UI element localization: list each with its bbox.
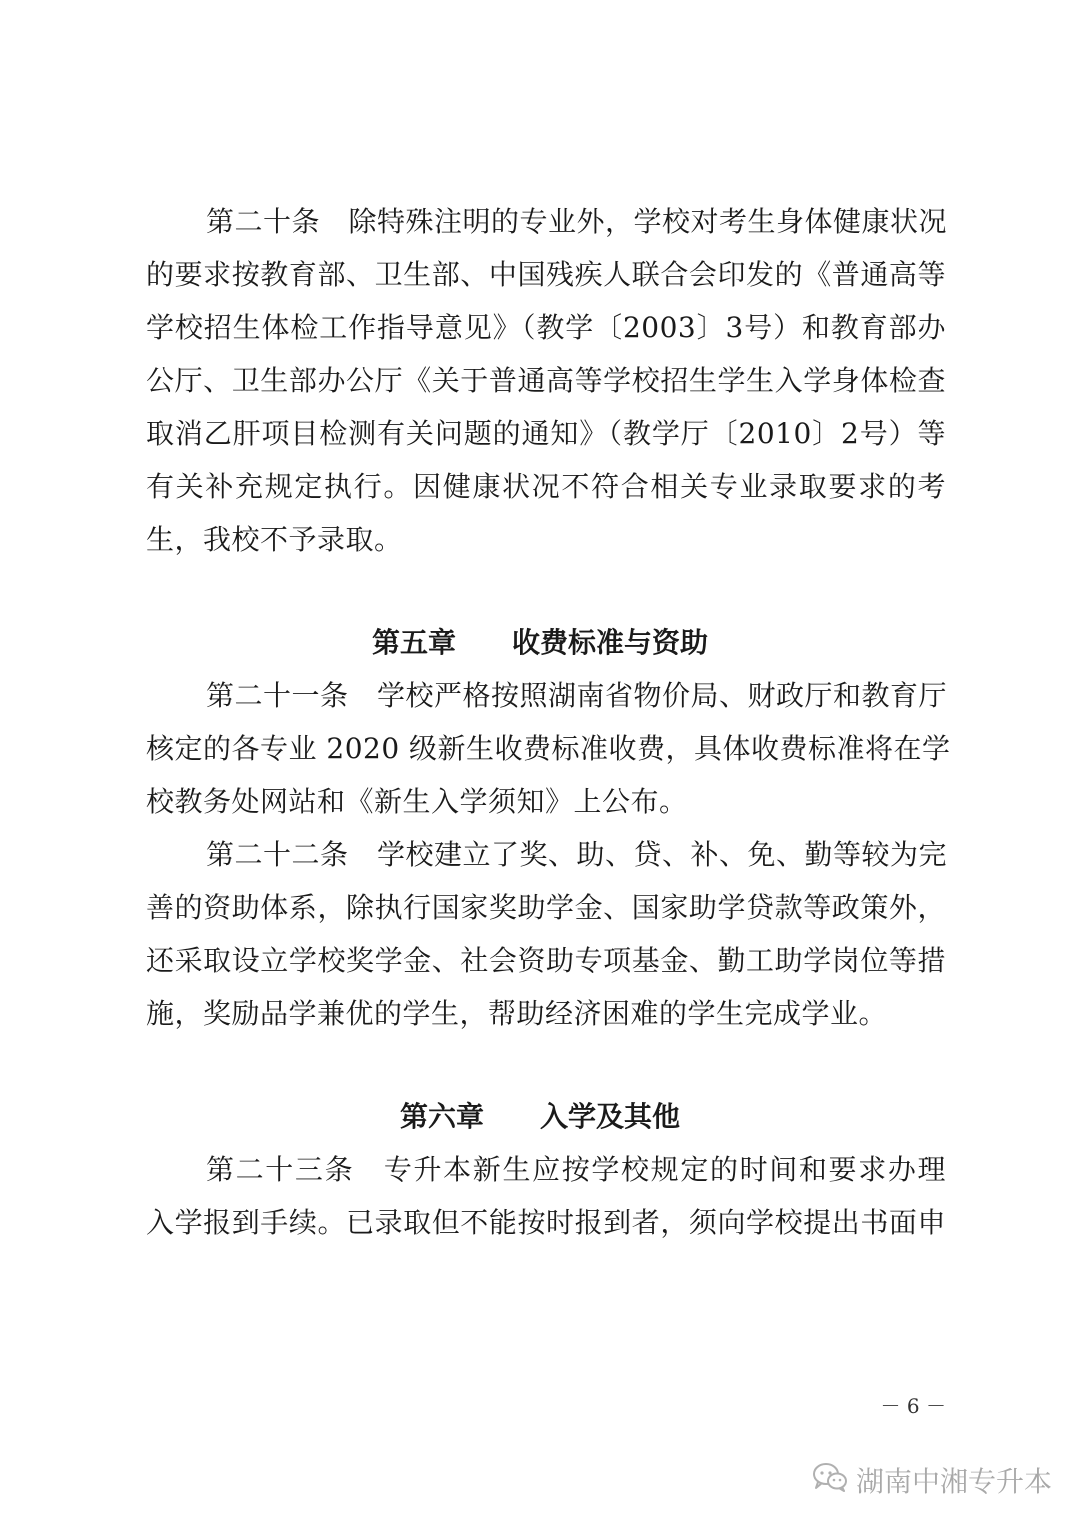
article-20-line-3: 学校招生体检工作指导意见》（教学〔2003〕3号）和教育部办 <box>146 311 946 344</box>
article-21-line-3: 校教务处网站和《新生入学须知》上公布。 <box>146 785 688 818</box>
article-20-line-6: 有关补充规定执行。因健康状况不符合相关专业录取要求的考 <box>146 470 946 503</box>
page-number: － 6 － <box>880 1394 946 1418</box>
article-23-line-2: 入学报到手续。已录取但不能按时报到者，须向学校提出书面申 <box>146 1206 946 1239</box>
article-21-line-2: 核定的各专业 2020 级新生收费标准收费，具体收费标准将在学 <box>146 732 951 765</box>
article-20-line-1: 第二十条 除特殊注明的专业外，学校对考生身体健康状况 <box>206 205 948 238</box>
watermark-text: 湖南中湘专升本 <box>855 1465 1052 1498</box>
article-21-line-1: 第二十一条 学校严格按照湖南省物价局、财政厅和教育厅 <box>206 679 948 712</box>
article-22-line-2: 善的资助体系，除执行国家奖助学金、国家助学贷款等政策外， <box>146 891 946 924</box>
article-22-line-1: 第二十二条 学校建立了奖、助、贷、补、免、勤等较为完 <box>206 838 948 871</box>
chapter-5-heading: 第五章 收费标准与资助 <box>371 626 708 659</box>
article-20-line-4: 公厅、卫生部办公厅《关于普通高等学校招生学生入学身体检查 <box>146 364 946 397</box>
article-20-line-5: 取消乙肝项目检测有关问题的通知》（教学厅〔2010〕2号）等 <box>146 417 946 450</box>
article-20-line-2: 的要求按教育部、卫生部、中国残疾人联合会印发的《普通高等 <box>146 258 946 291</box>
watermark <box>812 1460 1052 1500</box>
article-22-line-3: 还采取设立学校奖学金、社会资助专项基金、勤工助学岗位等措 <box>146 944 946 977</box>
article-22-line-4: 施，奖励品学兼优的学生，帮助经济困难的学生完成学业。 <box>146 997 888 1030</box>
article-23-line-1: 第二十三条 专升本新生应按学校规定的时间和要求办理 <box>206 1153 946 1186</box>
article-20-line-7: 生，我校不予录取。 <box>146 523 403 556</box>
chapter-6-heading: 第六章 入学及其他 <box>399 1100 680 1133</box>
wechat-icon <box>812 1462 848 1499</box>
